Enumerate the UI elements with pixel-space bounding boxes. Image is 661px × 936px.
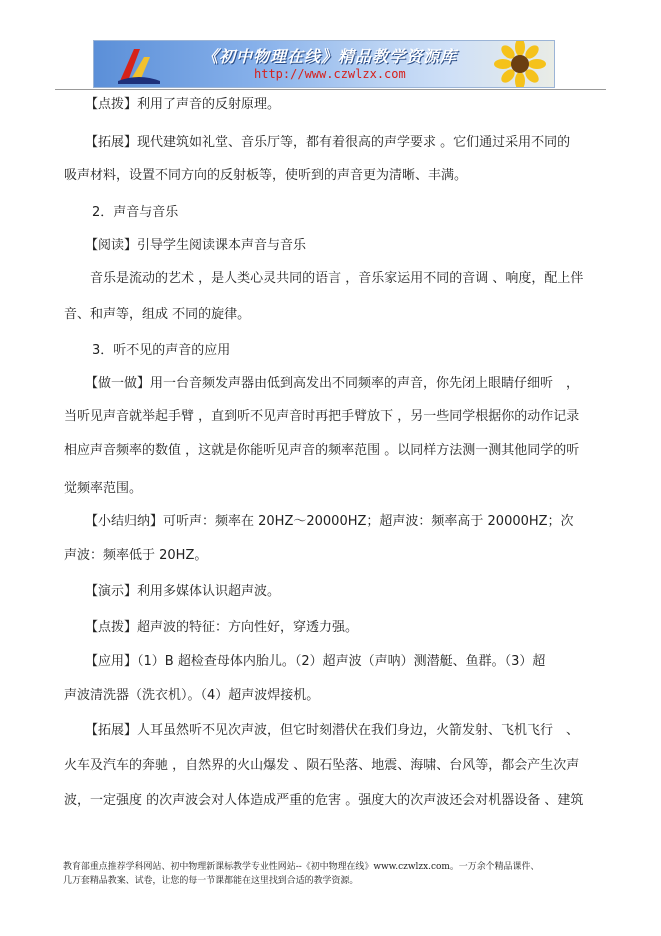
text-line: 声波清洗器（洗衣机）。（4）超声波焊接机。 bbox=[64, 688, 320, 703]
section-heading: 2．声音与音乐 bbox=[92, 205, 179, 220]
footer-line-1: 教育部重点推荐学科网站、初中物理新课标教学专业性网站--《初中物理在线》www.czwlzx.com。一万余个精品课件、 bbox=[63, 862, 540, 872]
text-line: 音乐是流动的艺术 ，是人类心灵共同的语言 ，音乐家运用不同的音调 、响度，配上伴 bbox=[90, 271, 584, 286]
sunflower-icon bbox=[490, 40, 550, 88]
section-heading: 3．听不见的声音的应用 bbox=[92, 343, 231, 358]
text-line: 吸声材料，设置不同方向的反射板等，使听到的声音更为清晰、丰满。 bbox=[64, 168, 468, 183]
banner-title: 《初中物理在线》精品教学资源库 bbox=[202, 47, 458, 66]
text-line: 【拓展】现代建筑如礼堂、音乐厅等，都有着很高的声学要求 。它们通过采用不同的 bbox=[85, 135, 571, 150]
text-line: 波，一定强度 的次声波会对人体造成严重的危害 。强度大的次声波还会对机器设备 、建筑 bbox=[64, 793, 584, 808]
text-line: 音、和声等，组成 不同的旋律。 bbox=[64, 307, 251, 322]
text-line: 【拓展】人耳虽然听不见次声波，但它时刻潜伏在我们身边，火箭发射、飞机飞行 、 bbox=[85, 723, 580, 738]
text-line: 声波：频率低于 20HZ。 bbox=[64, 548, 208, 563]
text-line: 【演示】利用多媒体认识超声波。 bbox=[85, 584, 281, 599]
footer-line-2: 几万套精品教案、试卷，让您的每一节课都能在这里找到合适的教学资源。 bbox=[63, 876, 359, 886]
text-line: 觉频率范围。 bbox=[64, 481, 143, 496]
text-line: 【应用】（1）B 超检查母体内胎儿。（2）超声波（声呐）测潜艇、鱼群。（3）超 bbox=[85, 654, 546, 669]
text-line: 【点拨】超声波的特征：方向性好，穿透力强。 bbox=[85, 620, 359, 635]
text-line: 【阅读】引导学生阅读课本声音与音乐 bbox=[85, 238, 307, 253]
text-line: 火车及汽车的奔驰 ，自然界的火山爆发 、陨石坠落、地震、海啸、台风等，都会产生次声 bbox=[64, 758, 580, 773]
header-rule bbox=[55, 89, 606, 90]
header-banner bbox=[93, 40, 555, 88]
text-line: 【点拨】利用了声音的反射原理。 bbox=[85, 97, 281, 112]
text-line: 相应声音频率的数值 ，这就是你能听见声音的频率范围 。以同样方法测一测其他同学的听 bbox=[64, 443, 580, 458]
site-logo-icon bbox=[114, 43, 164, 85]
text-line: 当听见声音就举起手臂 ，直到听不见声音时再把手臂放下 ，另一些同学根据你的动作记录 bbox=[64, 409, 580, 424]
banner-url: http://www.czwlzx.com bbox=[254, 67, 406, 81]
text-line: 【小结归纳】可听声：频率在 20HZ～20000HZ；超声波：频率高于 20000HZ；次 bbox=[85, 514, 574, 529]
text-line: 【做一做】用一台音频发声器由低到高发出不同频率的声音，你先闭上眼睛仔细听 ， bbox=[85, 376, 580, 391]
